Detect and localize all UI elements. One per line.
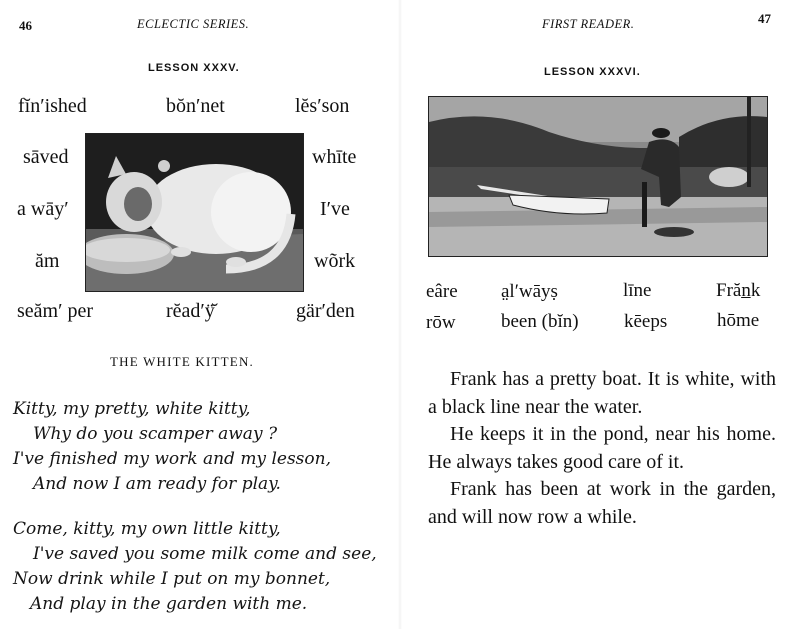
running-head: ECLECTIC SERIES.	[137, 17, 250, 31]
boat-pond-illustration	[428, 96, 768, 257]
vocab-word: wõrk	[314, 250, 356, 272]
vocab-word: gär′den	[296, 300, 355, 322]
kitten-illustration	[85, 133, 304, 292]
vocab-word: a wāy′	[17, 198, 69, 220]
poem-line: Why do you scamper away ?	[33, 424, 278, 444]
vocab-word: seăm′ per	[17, 300, 94, 322]
poem-line: I've saved you some milk come and see,	[33, 544, 377, 564]
page-number: 46	[19, 18, 32, 33]
lesson-text	[428, 366, 776, 531]
vocab-word: a̤l′wāyṣ	[501, 281, 558, 302]
vocab-word: bŏn′net	[166, 95, 225, 117]
vocab-word: rōw	[426, 312, 456, 333]
paragraph: Frank has been at work in the garden, and will now row a while.	[428, 478, 776, 528]
kitten-icon	[86, 134, 303, 291]
vocab-word: ăm	[35, 250, 60, 272]
vocab-word: rĕad′ÿ̆	[166, 300, 215, 322]
paragraph: He keeps it in the pond, near his home. He always takes good care of it.	[428, 423, 776, 473]
boat-pond-icon	[429, 97, 767, 256]
vocab-word: Frăn̲k	[716, 280, 761, 301]
vocab-word: eâre	[426, 281, 458, 302]
vocab-word: whīte	[312, 146, 357, 168]
poem-line: And play in the garden with me.	[30, 594, 308, 614]
poem-line: Now drink while I put on my bonnet,	[13, 569, 331, 589]
lesson-title: LESSON XXXVI.	[544, 66, 641, 78]
vocab-word: fĭn′ished	[18, 95, 87, 117]
vocab-word: kēeps	[624, 311, 668, 332]
running-head: FIRST READER.	[542, 17, 635, 31]
page-number: 47	[758, 11, 771, 26]
poem-line: Kitty, my pretty, white kitty,	[13, 399, 251, 419]
vocab-word: sāved	[23, 146, 69, 168]
poem-line: I've finished my work and my lesson,	[13, 449, 331, 469]
poem-line: And now I am ready for play.	[33, 474, 281, 494]
vocab-word: been (bĭn)	[501, 311, 579, 332]
vocab-word: I′ve	[320, 198, 350, 220]
poem-line: Come, kitty, my own little kitty,	[13, 519, 281, 539]
vocab-word: lĕs′son	[295, 95, 350, 117]
story-title: THE WHITE KITTEN.	[110, 354, 254, 369]
paragraph: Frank has a pretty boat. It is white, with a black line near the water.	[428, 368, 776, 418]
right-page	[400, 0, 800, 629]
lesson-title: LESSON XXXV.	[148, 62, 240, 74]
vocab-word: hōme	[717, 310, 760, 331]
vocab-word: līne	[623, 280, 652, 301]
